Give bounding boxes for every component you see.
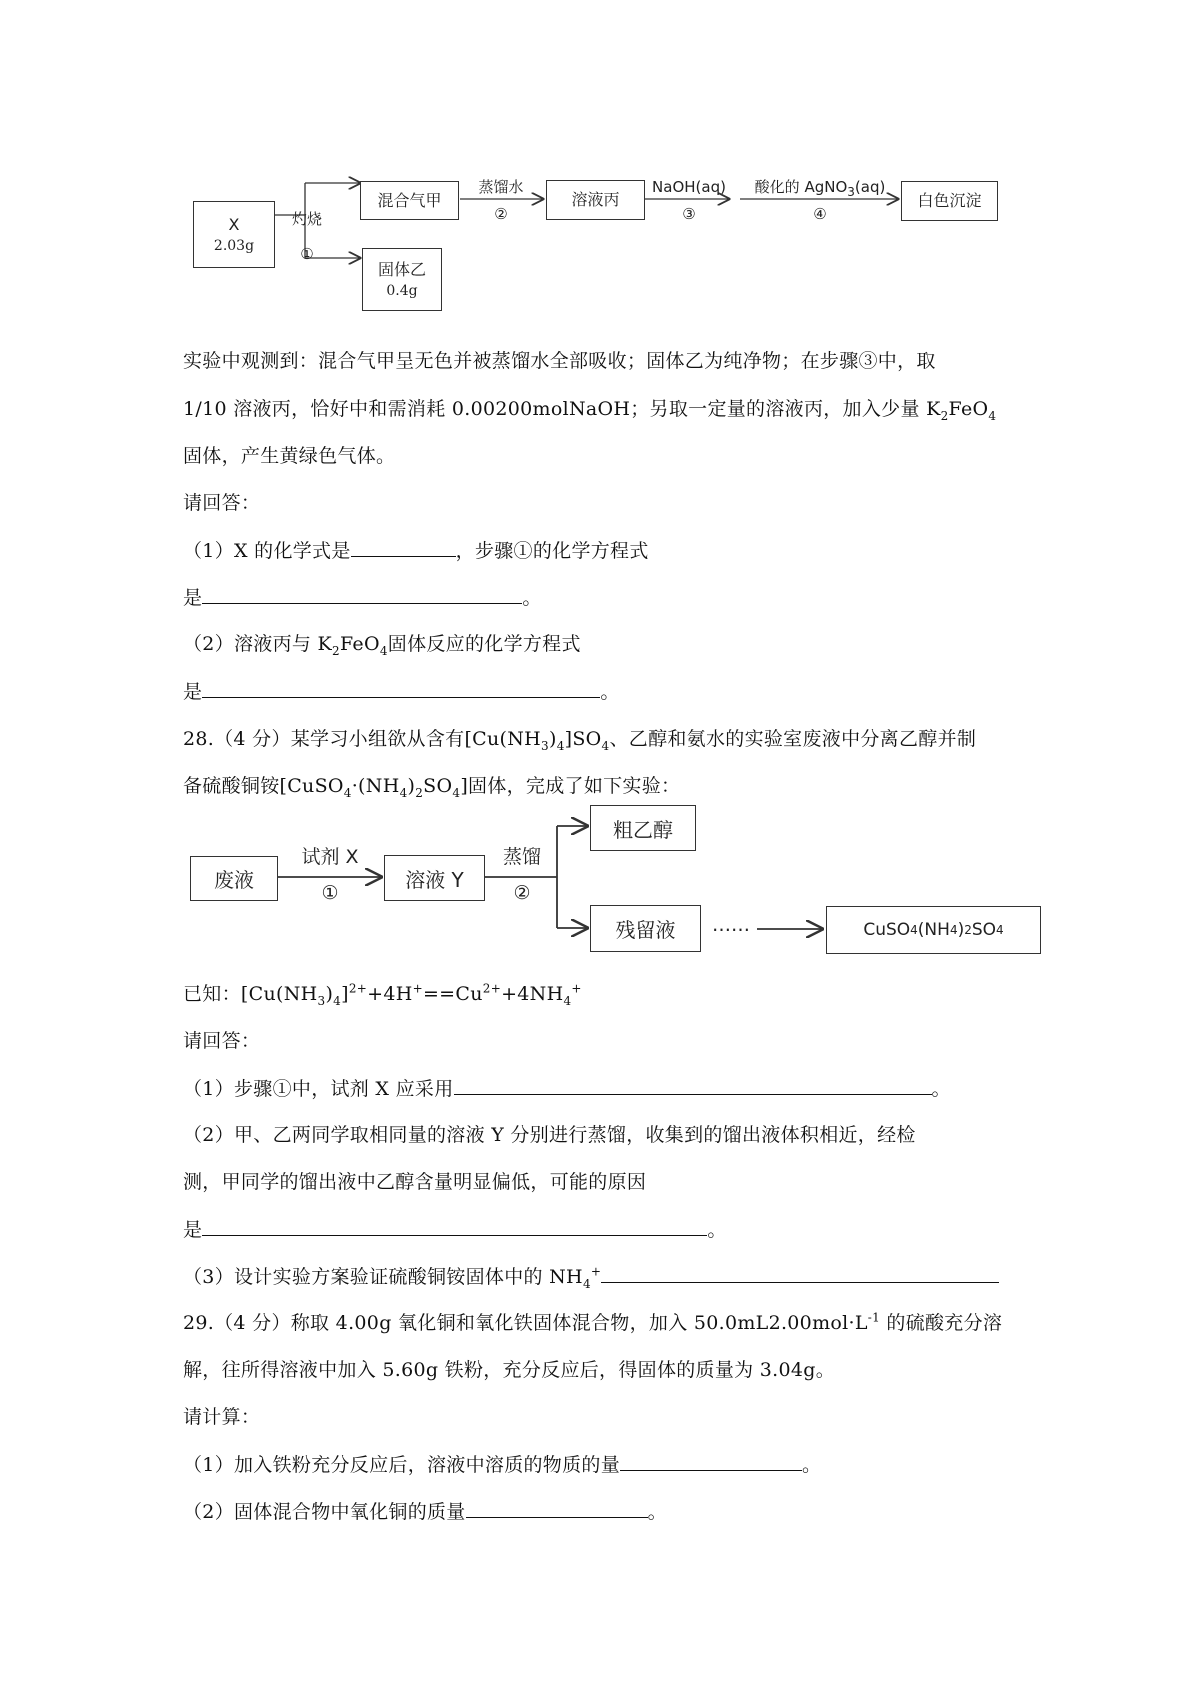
q29-q2-blank[interactable] [466, 1499, 648, 1518]
text: ]固体，完成了如下实验： [460, 775, 681, 797]
white-ppt-label: 白色沉淀 [917, 191, 982, 210]
text: （2）溶液丙与 K [183, 633, 333, 655]
step1-marker: ① [321, 882, 339, 904]
text: ) [325, 983, 334, 1005]
text: SO [971, 920, 997, 940]
text: 。 [802, 1454, 822, 1476]
sup: + [412, 981, 423, 996]
sup: 2+ [348, 981, 368, 996]
q27-obs-line3: 固体，产生黄绿色气体。 [183, 445, 396, 467]
burn-label: 灼烧 [291, 210, 322, 228]
step3-marker: ③ [682, 205, 696, 223]
sub: 4 [563, 993, 572, 1008]
q28-answer-prompt: 请回答： [183, 1030, 261, 1052]
gas-a-box [360, 181, 459, 220]
reagent-label: 试剂 X [301, 846, 359, 868]
solid-b-box [362, 248, 442, 311]
q28-line2 [183, 774, 680, 798]
sub: 3 [541, 738, 549, 753]
solid-b-label: 固体乙 [377, 259, 426, 279]
q28-q2-blank[interactable] [202, 1217, 707, 1236]
sup: + [590, 1264, 602, 1279]
sub: 2 [332, 643, 340, 658]
sub: 4 [379, 643, 388, 658]
residue-box: 残留液 [590, 905, 701, 952]
q28-known [183, 982, 582, 1006]
product-box: CuSO 4 (NH 4 ) 2 SO 4 [826, 906, 1041, 954]
agno3-sub: 3 [847, 185, 855, 199]
q28-line1 [183, 727, 976, 751]
text: 已知：[Cu(NH [183, 983, 318, 1005]
text: ] [341, 983, 349, 1005]
q27-answer-prompt: 请回答： [183, 492, 261, 514]
sup: -1 [867, 1310, 881, 1325]
text: 。 [707, 1219, 727, 1241]
q27-obs-line1: 实验中观测到：混合气甲呈无色并被蒸馏水全部吸收；固体乙为纯净物；在步骤③中，取 [183, 350, 936, 372]
gas-a-label: 混合气甲 [377, 190, 442, 210]
q29-q1 [183, 1452, 821, 1477]
text: ·(NH [351, 775, 400, 797]
text: SO [423, 775, 453, 797]
solution-c-box [546, 180, 645, 220]
q29-q2 [183, 1499, 667, 1524]
q27-q1-text: （1）X 的化学式是 [183, 540, 351, 562]
text: FeO [948, 398, 989, 420]
text: （1）步骤①中，试剂 X 应采用 [183, 1078, 454, 1100]
text: 是 [183, 681, 203, 703]
sup: + [571, 981, 582, 996]
q29-q1-blank[interactable] [620, 1452, 802, 1471]
q28-q2-line2: 测，甲同学的馏出液中乙醇含量明显偏低，可能的原因 [183, 1171, 647, 1193]
q27-q1-post: ，步骤①的化学方程式 [455, 540, 649, 562]
agno3-label-post: (aq) [854, 178, 886, 196]
text: (NH [917, 920, 950, 940]
solid-b-mass: 0.4g [386, 282, 418, 299]
text: 。 [600, 681, 620, 703]
text: 。 [522, 587, 542, 609]
text: +4H [367, 983, 413, 1005]
text: 备硫酸铜铵[CuSO [183, 775, 344, 797]
q29-line1 [183, 1311, 1002, 1335]
sub: 4 [343, 785, 352, 800]
text: 、乙醇和氨水的实验室废液中分离乙醇并制 [609, 728, 977, 750]
q28-q2-line1: （2）甲、乙两同学取相同量的溶液 Y 分别进行蒸馏，收集到的馏出液体积相近，经检 [183, 1124, 916, 1146]
q27-q1-blank[interactable] [351, 538, 456, 557]
text: ) [957, 920, 965, 940]
step4-marker: ④ [813, 205, 827, 223]
text: 29.（4 分）称取 4.00g 氧化铜和氧化铁固体混合物，加入 50.0mL2.00mol·L [183, 1312, 868, 1334]
sub: 4 [333, 993, 342, 1008]
sub: 2 [415, 785, 424, 800]
q28-q2-line3 [183, 1217, 727, 1242]
q27-q1-line2 [183, 585, 542, 610]
q27-q2 [183, 632, 581, 656]
step1-marker: ① [300, 245, 314, 263]
step2-marker: ② [513, 882, 531, 904]
text: ]SO [564, 728, 602, 750]
q28-q1 [183, 1076, 951, 1101]
q27-q2-equation-blank[interactable] [202, 679, 600, 698]
q27-q1 [183, 538, 649, 563]
text: （1）加入铁粉充分反应后，溶液中溶质的物质的量 [183, 1454, 620, 1476]
sub: 4 [988, 408, 997, 423]
sub: 3 [317, 993, 326, 1008]
q27-obs-line2-text: 1/10 溶液丙，恰好中和需消耗 0.00200molNaOH；另取一定量的溶液丙，加入少量 K [183, 398, 941, 420]
waste-box: 废液 [190, 856, 278, 901]
sub: 4 [582, 1276, 591, 1291]
sub: 2 [940, 408, 949, 423]
text: 是 [183, 1219, 203, 1241]
text: 固体反应的化学方程式 [387, 633, 581, 655]
sub: 4 [452, 785, 461, 800]
water-label: 蒸馏水 [478, 178, 524, 196]
ellipsis: …… [712, 914, 750, 936]
agno3-label-text: 酸化的 AgNO [754, 178, 848, 196]
q27-q2-line2 [183, 679, 620, 704]
q27-obs-line2 [183, 397, 996, 421]
q29-calc-prompt: 请计算： [183, 1406, 261, 1428]
text: CuSO [863, 920, 911, 940]
text: （3）设计实验方案验证硫酸铜铵固体中的 NH [183, 1266, 583, 1288]
text: FeO [339, 633, 380, 655]
crude-ethanol-box: 粗乙醇 [590, 805, 696, 851]
text: ) [548, 728, 557, 750]
solution-c-label: 溶液丙 [571, 190, 620, 209]
sub: 4 [601, 738, 610, 753]
distill-label: 蒸馏 [502, 846, 541, 868]
naoh-label: NaOH(aq) [652, 178, 726, 196]
white-ppt-box [901, 181, 998, 221]
text: 。 [931, 1078, 951, 1100]
agno3-label [745, 178, 895, 199]
step2-marker: ② [494, 205, 508, 223]
sub: 4 [556, 738, 565, 753]
q27-q1-equation-blank[interactable] [202, 585, 522, 604]
text: 。 [647, 1501, 667, 1523]
solution-y-box: 溶液 Y [384, 855, 485, 901]
text: +4NH [501, 983, 564, 1005]
q28-q3-blank[interactable] [601, 1264, 999, 1283]
text: 的硫酸充分溶 [880, 1312, 1003, 1334]
sup: 2+ [482, 981, 502, 996]
q29-line2: 解，往所得溶液中加入 5.60g 铁粉，充分反应后，得固体的质量为 3.04g。 [183, 1359, 836, 1381]
q28-q3 [183, 1264, 999, 1289]
q28-q1-blank[interactable] [454, 1076, 932, 1095]
x-mass: 2.03g [213, 237, 255, 254]
text: ) [407, 775, 416, 797]
text: ==Cu [422, 983, 483, 1005]
x-label: X [228, 214, 240, 234]
text: （2）固体混合物中氧化铜的质量 [183, 1501, 466, 1523]
x-box [193, 201, 275, 268]
sub: 4 [399, 785, 408, 800]
text: 28.（4 分）某学习小组欲从含有[Cu(NH [183, 728, 542, 750]
text: 是 [183, 587, 203, 609]
